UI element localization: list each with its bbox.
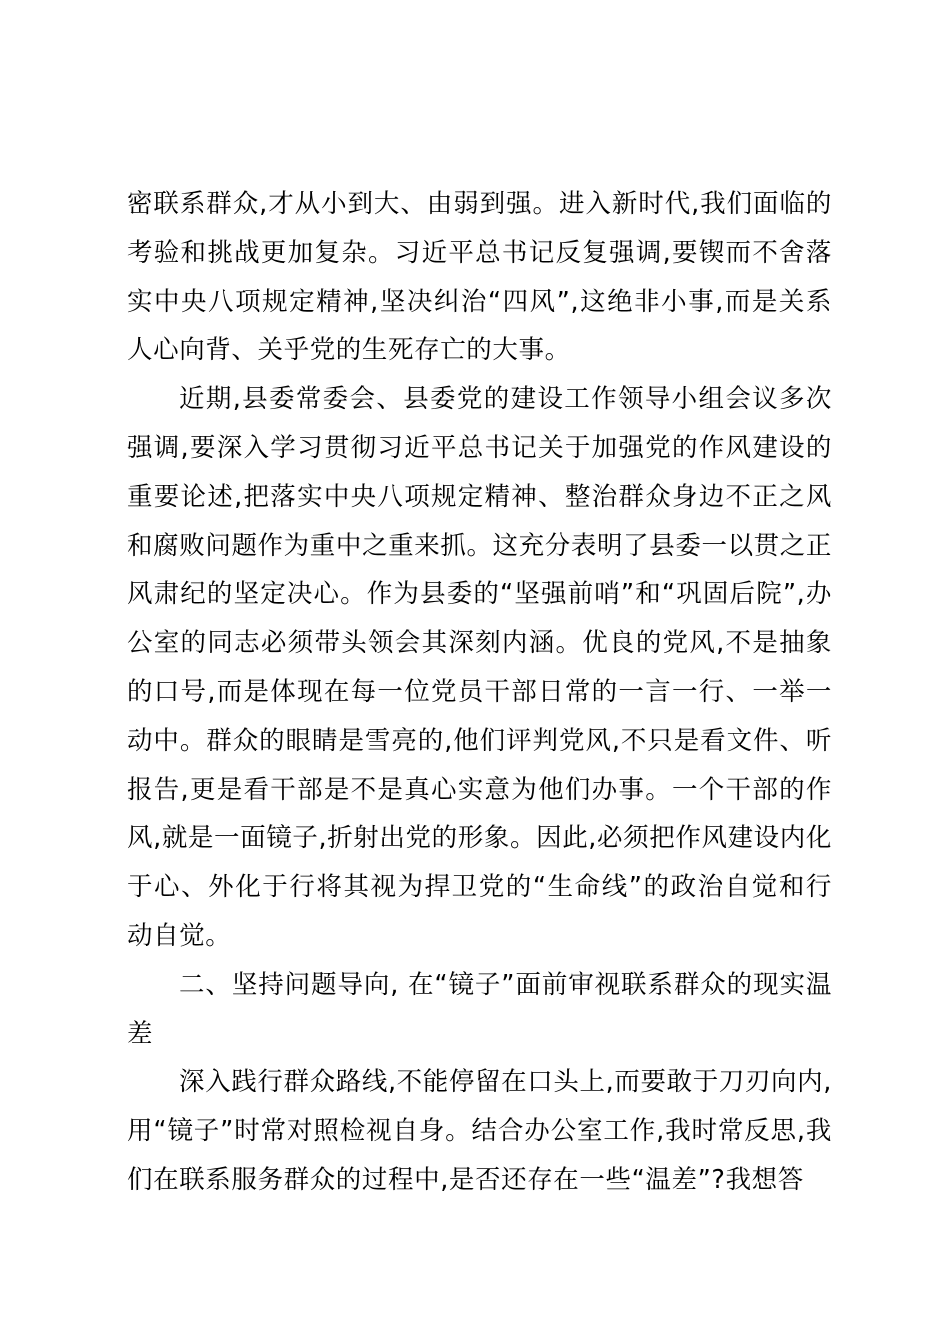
paragraph-county-committee: 近期,县委常委会、县委党的建设工作领导小组会议多次强调,要深入学习贯彻习近平总书记关于加强党的作风建设的重要论述,把落实中央八项规定精神、整治群众身边不正之风和腐败问题作为重中之重来抓。这充分表明了县委一以贯之正风肃纪的坚定决心。作为县委的“坚强前哨”和“巩固后院”,办公室的同志必须带头领会其深刻内涵。优良的党风,不是抽象的口号,而是体现在每一位党员干部日常的一言一行、一举一动中。群众的眼睛是雪亮的,他们评判党风,不只是看文件、听报告,更是看干部是不是真心实意为他们办事。一个干部的作风,就是一面镜子,折射出党的形象。因此,必须把作风建设内化于心、外化于行将其视为捍卫党的“生命线”的政治自觉和行动自觉。 [127,384,832,951]
paragraph-continued: 密联系群众,才从小到大、由弱到强。进入新时代,我们面临的考验和挑战更加复杂。习近平总书记反复强调,要锲而不舍落实中央八项规定精神,坚决纠治“四风”,这绝非小事,而是关系人心向背、关乎党的生死存亡的大事。 [127,189,832,366]
paragraph-mass-line: 深入践行群众路线,不能停留在口头上,而要敢于刀刃向内,用“镜子”时常对照检视自身。结合办公室工作,我时常反思,我们在联系服务群众的过程中,是否还存在一些“温差”?我想答 [127,1067,832,1195]
document-body [127,180,832,1205]
section-heading-two: 二、坚持问题导向, 在“镜子”面前审视联系群众的现实温差 [127,969,832,1049]
